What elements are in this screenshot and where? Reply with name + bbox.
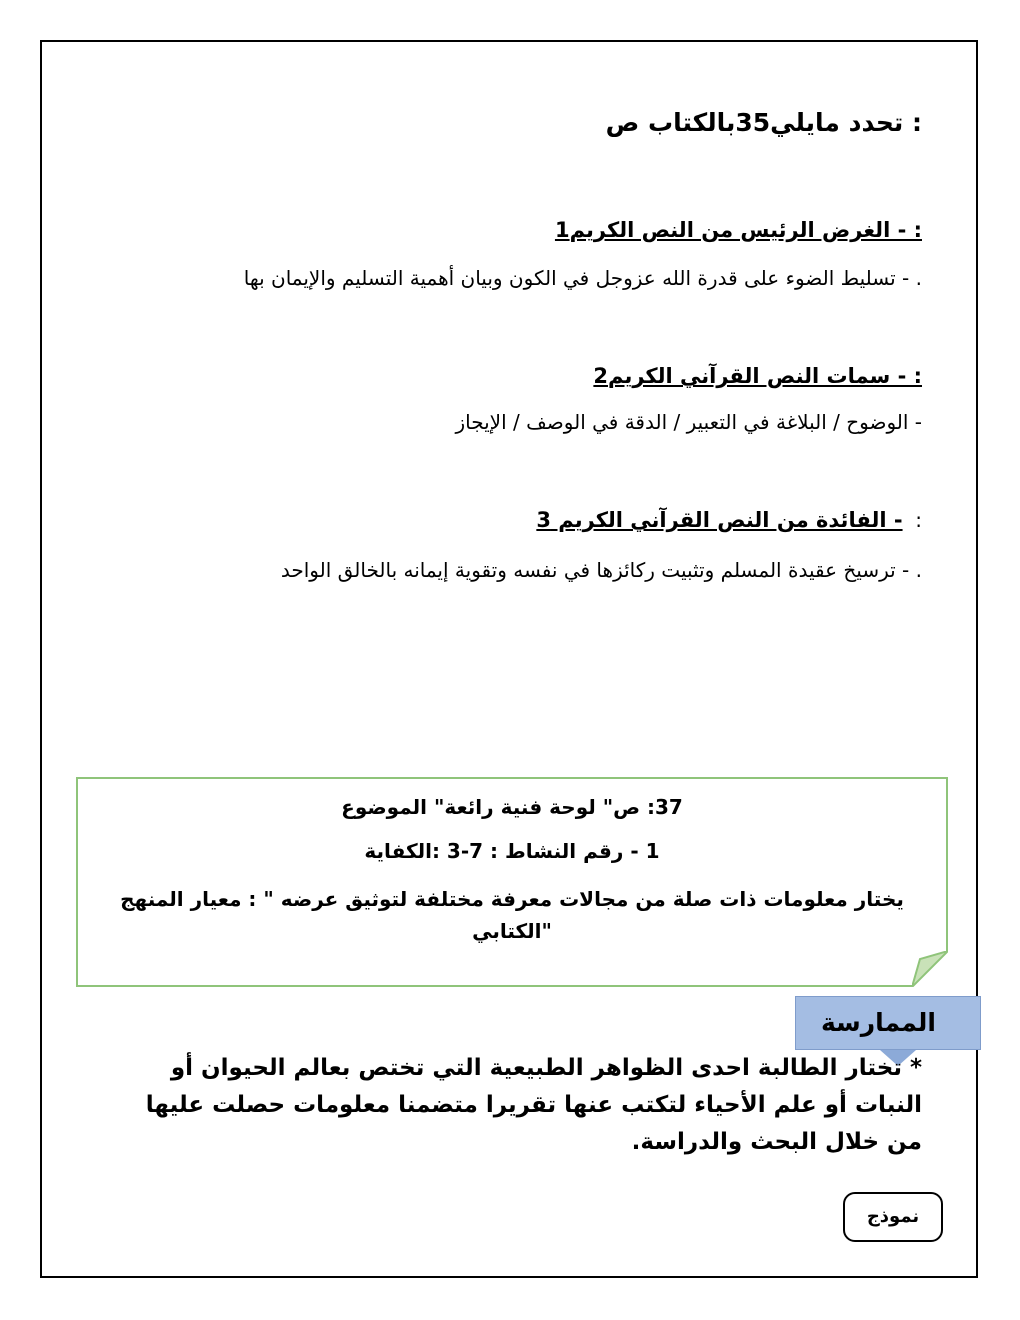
practice-text: * تختار الطالبة احدى الظواهر الطبيعية التي تختص بعالم الحيوان أو النبات أو علم الأحياء لتكتب عنها تقريرا متضمنا معلومات حصلت عليها من خلال البحث والدراسة. bbox=[145, 1055, 922, 1155]
section-3-heading-row bbox=[536, 508, 922, 532]
card-standard-line: يختار معلومات ذات صلة من مجالات معرفة مختلفة لتوثيق عرضه " : معيار المنهج "الكتابي bbox=[120, 887, 904, 943]
section-3-body: . - ترسيخ عقيدة المسلم وتثبيت ركائزها في نفسه وتقوية إيمانه بالخالق الواحد bbox=[280, 558, 922, 582]
card-topic-line: 37: ص" لوحة فنية رائعة" الموضوع bbox=[341, 795, 683, 819]
practice-tag: الممارسة bbox=[795, 996, 981, 1050]
section-2-heading: : - سمات النص القرآني الكريم2 bbox=[593, 364, 922, 388]
section-3-colon: : bbox=[915, 508, 922, 532]
sample-button[interactable]: نموذج bbox=[843, 1192, 943, 1242]
section-2-body: - الوضوح / البلاغة في التعبير / الدقة في الوصف / الإيجاز bbox=[455, 410, 922, 434]
page-fold-icon bbox=[912, 951, 948, 987]
lesson-card bbox=[76, 777, 948, 987]
section-1-body: . - تسليط الضوء على قدرة الله عزوجل في الكون وبيان أهمية التسليم والإيمان بها bbox=[243, 266, 922, 290]
card-activity-line: 1 - رقم النشاط : 7-3 :الكفاية bbox=[364, 839, 660, 863]
page-title: : تحدد مايلي35بالكتاب ص bbox=[605, 108, 922, 137]
section-1-heading: : - الغرض الرئيس من النص الكريم1 bbox=[554, 218, 922, 242]
section-3-heading: - الفائدة من النص القرآني الكريم 3 bbox=[536, 508, 903, 532]
